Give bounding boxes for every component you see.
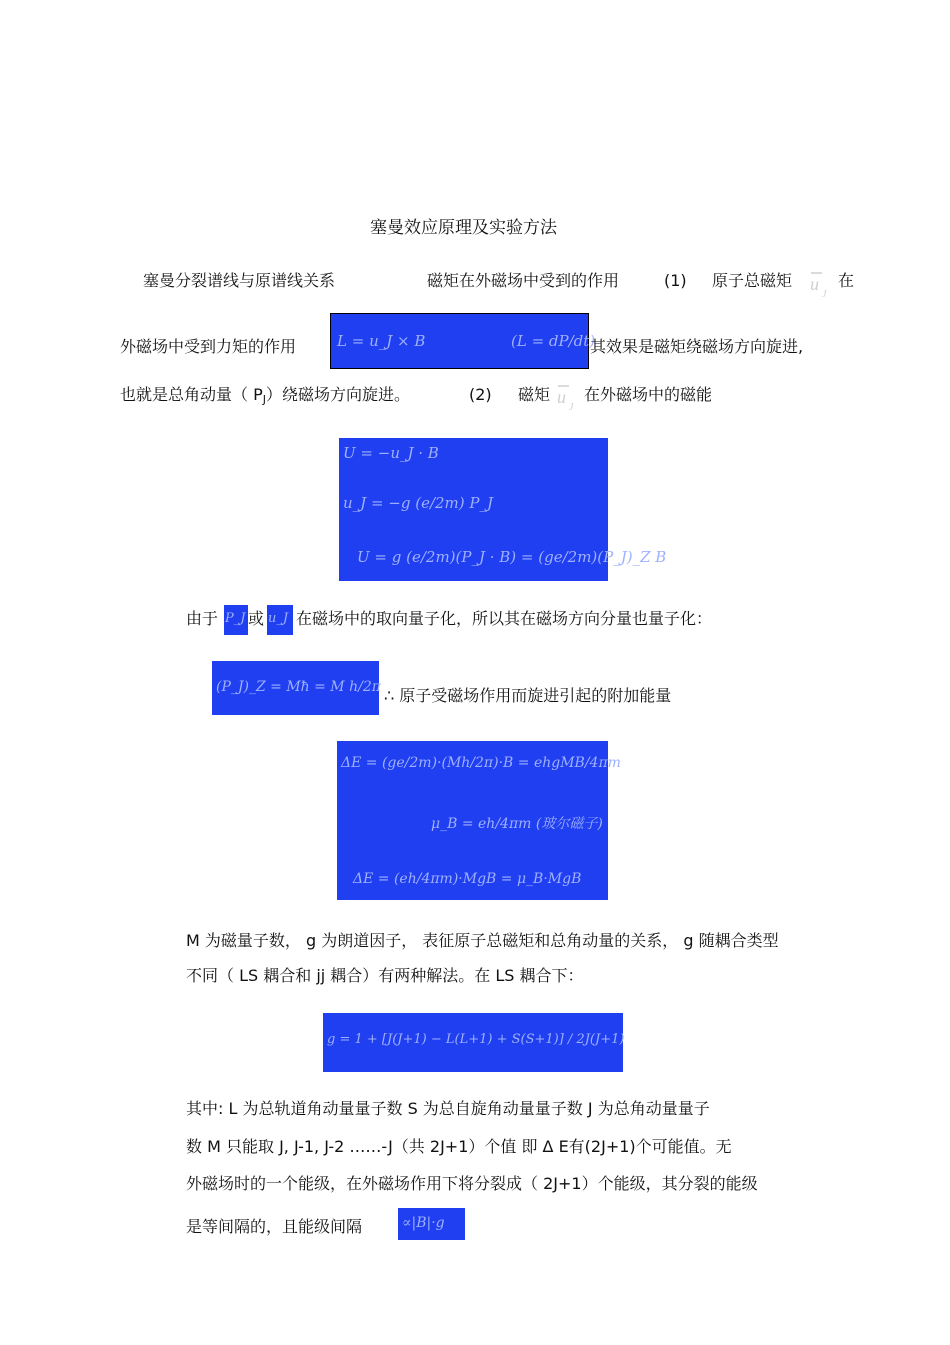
bohr-magneton-line: μ_B = eh/4πm (玻尔磁子) — [431, 816, 603, 832]
level-interval-image — [398, 1208, 465, 1240]
subsection-label: 磁矩在外磁场中受到的作用 — [427, 271, 620, 290]
uj-symbol-icon — [808, 266, 832, 300]
paragraph-text: 或 — [248, 609, 265, 628]
paragraph-text: 不同（ LS 耦合和 jj 耦合）有两种解法。在 LS 耦合下： — [186, 966, 584, 985]
uj-symbol-icon — [555, 379, 579, 413]
svg-text:J: J — [569, 402, 574, 413]
moment-equation-line: u_J = −g (e/2m) P_J — [343, 494, 493, 512]
paragraph-text: 由于 — [186, 609, 219, 628]
uj-symbol-image — [555, 379, 579, 413]
paragraph-text: 在外磁场中的磁能 — [584, 385, 713, 404]
energy-equation-line: U = −u_J · B — [343, 444, 439, 462]
paragraph-text: M 为磁量子数， g 为朗道因子， 表征原子总磁矩和总角动量的关系， g 随耦合类型 — [186, 931, 779, 950]
pj-symbol: P_J — [225, 611, 246, 626]
svg-text:u: u — [557, 387, 566, 407]
pj-symbol-image — [224, 605, 248, 635]
energy-expanded-line: U = g (e/2m)(P_J · B) = (ge/2m)(P_J)_Z B — [357, 548, 667, 566]
torque-equation: L = u_J × B — [337, 332, 426, 350]
paragraph-text: 是等间隔的，且能级间隔 — [186, 1217, 363, 1236]
delta-energy-equation-image — [337, 741, 621, 900]
torque-equation-derivative: (L = dP/dt) — [511, 332, 596, 350]
delta-energy-line: ΔE = (ge/2m)·(Mh/2π)·B = ehgMB/4πm — [341, 755, 621, 771]
svg-text:J: J — [822, 289, 827, 300]
paragraph-text: ∴ 原子受磁场作用而旋进引起的附加能量 — [384, 686, 672, 705]
item-number-1: (1) — [664, 271, 687, 290]
quantization-equation: (P_J)_Z = Mħ = M h/2π — [216, 679, 381, 695]
page-title: 塞曼效应原理及实验方法 — [370, 218, 557, 238]
uj-symbol-highlight — [267, 605, 293, 635]
uj-symbol-image — [808, 266, 832, 300]
paragraph-text: 外磁场中受到力矩的作用 — [120, 337, 297, 356]
svg-text:u: u — [810, 274, 819, 294]
paragraph-text: 在 — [838, 271, 855, 290]
lande-g-equation-image — [323, 1013, 623, 1072]
paragraph-text: 也就是总角动量（ PJ）绕磁场方向旋进。 — [120, 385, 411, 406]
paragraph-text: 外磁场时的一个能级，在外磁场作用下将分裂成（ 2J+1）个能级，其分裂的能级 — [186, 1174, 758, 1193]
paragraph-text: 原子总磁矩 — [712, 271, 793, 290]
paragraph-text: 数 M 只能取 J, J-1, J-2 ……-J（共 2J+1）个值 即 Δ E有(2J+1)个可能值。无 — [186, 1137, 732, 1156]
paragraph-text: 在磁场中的取向量子化，所以其在磁场方向分量也量子化： — [296, 609, 713, 628]
paragraph-text: 其效果是磁矩绕磁场方向旋进, — [590, 337, 804, 356]
item-number-2: (2) — [469, 385, 492, 404]
torque-equation-image — [330, 313, 596, 369]
lande-g-equation: g = 1 + [J(J+1) − L(L+1) + S(S+1)] / 2J(J+1) — [327, 1032, 625, 1047]
paragraph-text: 磁矩 — [518, 385, 551, 404]
delta-energy-result-line: ΔE = (eh/4πm)·MgB = μ_B·MgB — [353, 871, 582, 887]
section-heading: 塞曼分裂谱线与原谱线关系 — [143, 271, 336, 290]
level-interval-expression: ∝|B|·g — [402, 1215, 445, 1231]
energy-equation-image — [339, 438, 667, 581]
paragraph-text: 其中: L 为总轨道角动量量子数 S 为总自旋角动量量子数 J 为总角动量量子 — [186, 1099, 710, 1118]
uj-symbol: u_J — [268, 611, 289, 626]
quantization-equation-image — [212, 661, 379, 715]
